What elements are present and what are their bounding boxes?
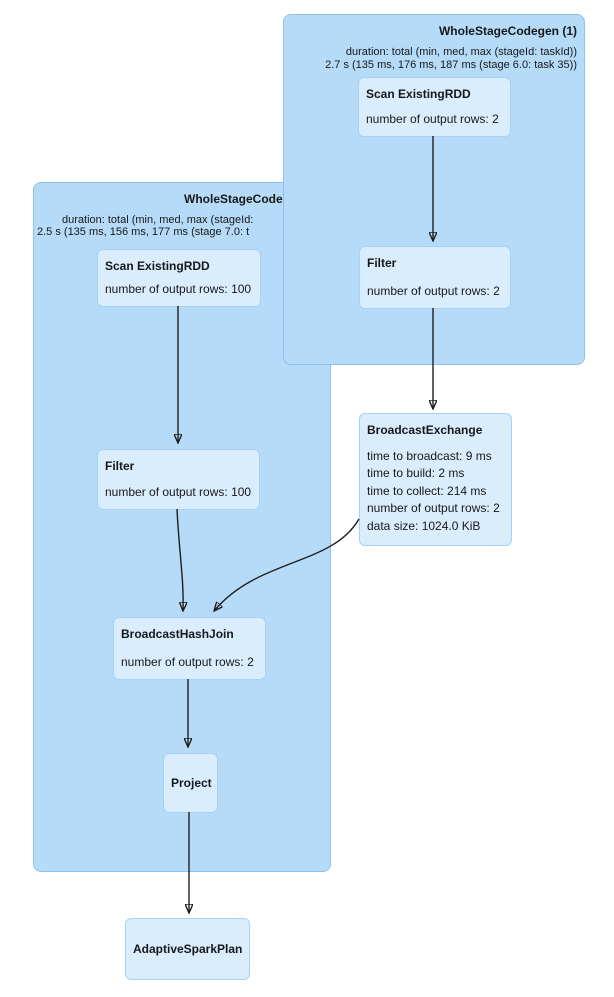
node-metric: number of output rows: 2	[121, 655, 254, 669]
broadcast-exchange-node[interactable]	[359, 413, 512, 546]
filter-node-1[interactable]	[359, 246, 511, 309]
broadcast-hash-join-node[interactable]	[113, 617, 266, 680]
node-title: AdaptiveSparkPlan	[133, 941, 243, 956]
project-node[interactable]	[163, 753, 218, 813]
node-title: BroadcastExchange	[367, 423, 483, 437]
node-metric: number of output rows: 2	[367, 284, 500, 298]
node-metric: time to broadcast: 9 ms	[367, 448, 492, 463]
cluster-title: WholeStageCodegen (1)	[438, 24, 577, 38]
node-metric: data size: 1024.0 KiB	[367, 518, 481, 533]
cluster-header	[325, 24, 577, 71]
node-metrics	[367, 448, 504, 536]
node-metric: number of output rows: 2	[366, 112, 499, 126]
node-title: BroadcastHashJoin	[121, 627, 234, 641]
node-title: Project	[171, 775, 212, 790]
cluster-duration-line: 2.5 s (135 ms, 156 ms, 177 ms (stage 7.0: t	[37, 226, 250, 238]
node-metric: time to build: 2 ms	[367, 466, 465, 480]
cluster-duration-line: 2.7 s (135 ms, 176 ms, 187 ms (stage 6.0: task 35))	[325, 58, 577, 71]
cluster-duration-line: duration: total (min, med, max (stageId: taskId))	[345, 46, 577, 58]
node-metric: number of output rows: 100	[105, 485, 252, 499]
node-title: Scan ExistingRDD	[105, 259, 210, 273]
cluster-duration	[325, 46, 577, 71]
scan-existing-rdd-node-1[interactable]	[358, 77, 511, 137]
filter-node-2[interactable]	[97, 449, 260, 510]
node-title: Filter	[105, 459, 135, 473]
cluster-title: WholeStageCode	[184, 192, 283, 206]
adaptive-spark-plan-node[interactable]	[125, 918, 250, 980]
scan-existing-rdd-node-2[interactable]	[97, 249, 261, 307]
node-metric: time to collect: 214 ms	[367, 483, 487, 498]
cluster-duration-line: duration: total (min, med, max (stageId:	[62, 214, 254, 226]
node-metric: number of output rows: 100	[105, 282, 252, 296]
node-title: Scan ExistingRDD	[366, 87, 471, 101]
whole-stage-codegen-1-cluster	[283, 14, 585, 365]
node-metric: number of output rows: 2	[367, 501, 500, 515]
node-title: Filter	[367, 256, 397, 270]
